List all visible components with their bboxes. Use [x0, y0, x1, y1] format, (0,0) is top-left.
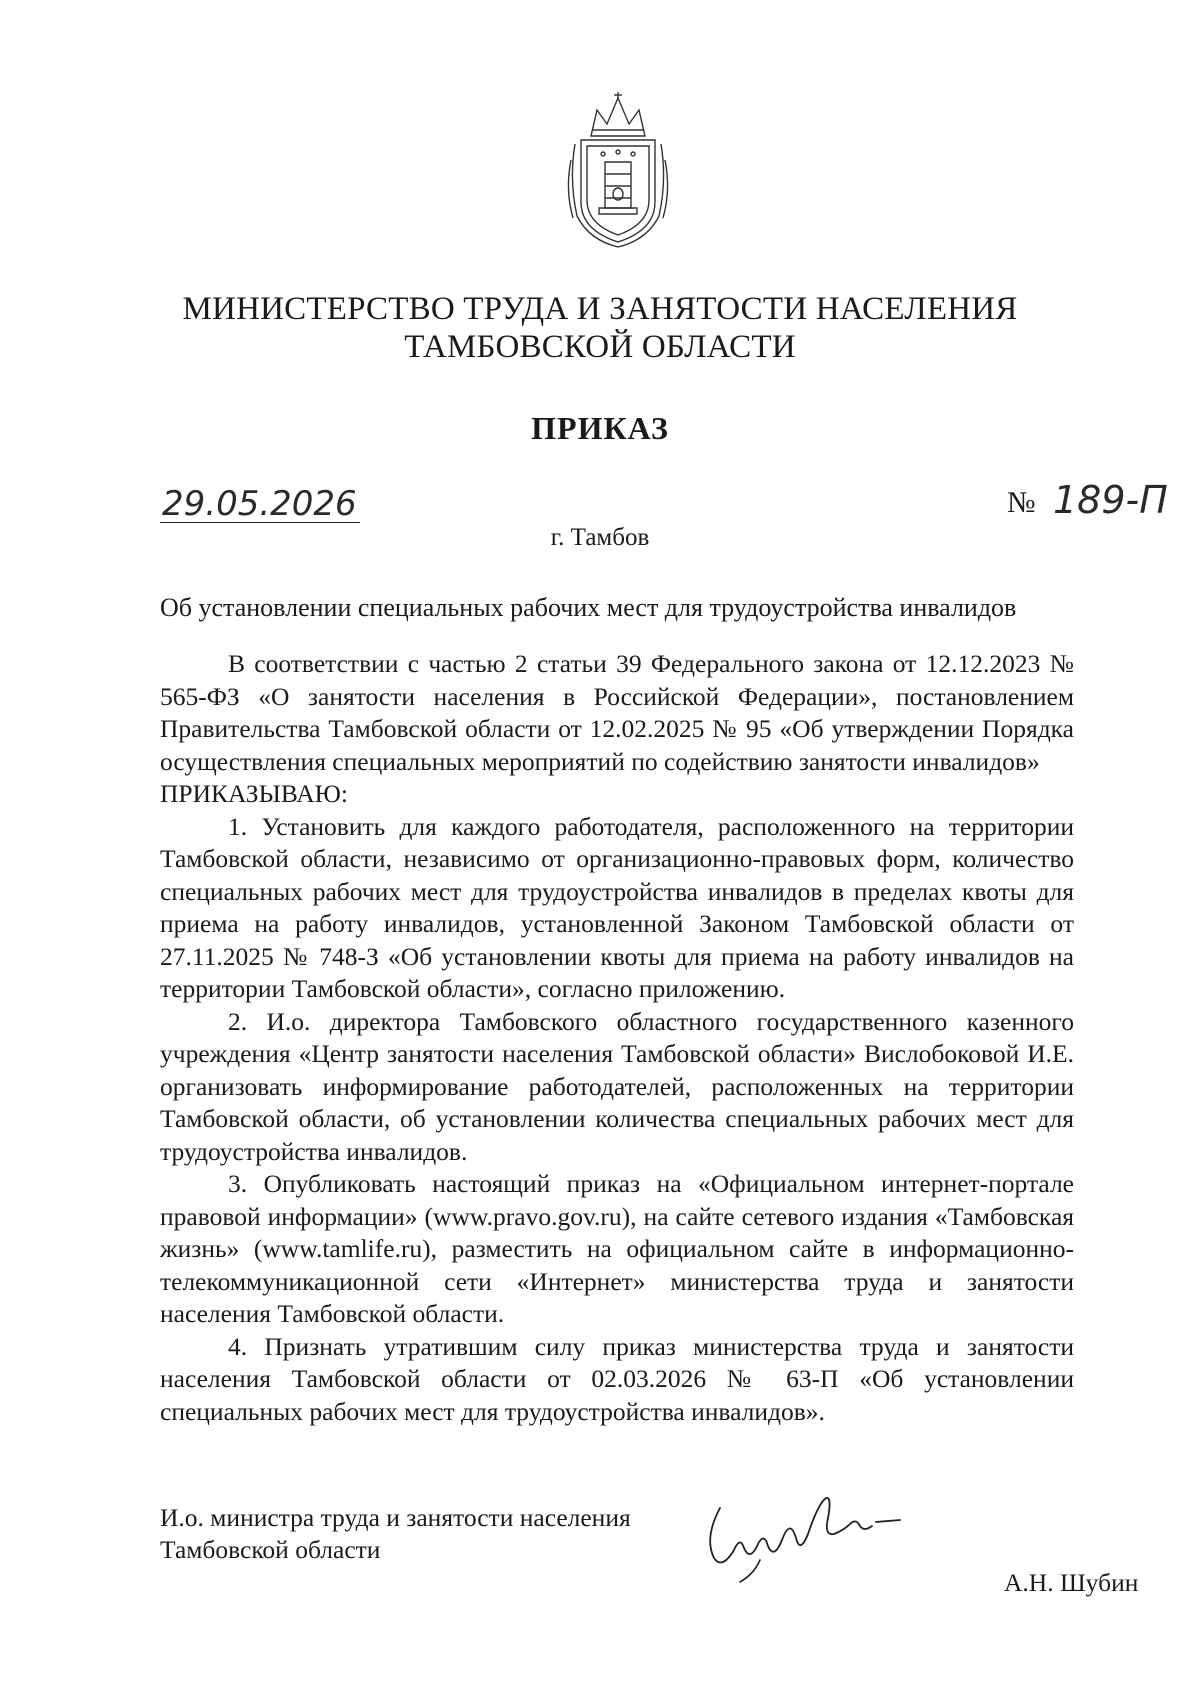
order-word: ПРИКАЗЫВАЮ:	[160, 779, 348, 808]
order-preamble: В соответствии с частью 2 статьи 39 Федерального закона от 12.12.2023 № 565-ФЗ «О занятости населения в Российской Федерации», постановлением Правительства Тамбовской области от 12.02.2025 № 95 «Об утверждении Порядка осуществления специальных мероприятий по содействию занятости инвалидов»	[160, 649, 1074, 776]
signer-name: А.Н. Шубин	[1004, 1568, 1139, 1597]
tambov-region-coat-of-arms-icon	[563, 90, 673, 248]
order-body	[160, 648, 1074, 1428]
order-item-2: 2. И.о. директора Тамбовского областного государственного казенного учреждения «Центр занятости населения Тамбовской области» Вислобоковой И.Е. организовать информирование работодателей, расположенных на территории Тамбовской области, об установлении количества специальных рабочих мест для трудоустройства инвалидов.	[160, 1006, 1074, 1166]
organization-name-line2: ТАМБОВСКОЙ ОБЛАСТИ	[404, 329, 796, 365]
organization-name-line1: МИНИСТЕРСТВО ТРУДА И ЗАНЯТОСТИ НАСЕЛЕНИЯ	[182, 291, 1018, 327]
order-date: 29.05.2026	[162, 484, 357, 524]
order-subject: Об установлении специальных рабочих мест для трудоустройства инвалидов	[160, 593, 1017, 622]
order-city: г. Тамбов	[550, 524, 650, 551]
signer-position-line1: И.о. министра труда и занятости населения	[160, 1503, 631, 1532]
order-number: 189-П	[1053, 478, 1168, 522]
handwritten-signature	[700, 1478, 920, 1588]
document-type-title: ПРИКАЗ	[531, 410, 669, 446]
order-item-1: 1. Установить для каждого работодателя, расположенного на территории Тамбовской области, независимо от организационно-правовых форм, количество специальных рабочих мест для трудоустройства инвалидов в пределах квоты для приема на работу инвалидов, установленной Законом Тамбовской области от 27.11.2025 № 748-З «Об установлении квоты для приема на работу инвалидов на территории Тамбовской области», согласно приложению.	[160, 811, 1074, 1003]
signer-position-line2: Тамбовской области	[160, 1535, 381, 1564]
organization-name	[0, 290, 1200, 366]
order-item-3: 3. Опубликовать настоящий приказ на «Официальном интернет-портале правовой информации» (www.pravo.gov.ru), на сайте сетевого издания «Тамбовская жизнь» (www.tamlife.ru), разместить на официальном сайте в информационно-телекоммуникационной сети «Интернет» министерства труда и занятости населения Тамбовской области.	[160, 1169, 1074, 1328]
signer-position	[160, 1502, 631, 1566]
order-number-sign: №	[1007, 486, 1036, 519]
date-underline	[160, 522, 360, 523]
order-item-4: 4. Признать утратившим силу приказ министерства труда и занятости населения Тамбовской области от 02.03.2026 № 63-П «Об установлении специальных рабочих мест для трудоустройства инвалидов».	[160, 1331, 1074, 1426]
